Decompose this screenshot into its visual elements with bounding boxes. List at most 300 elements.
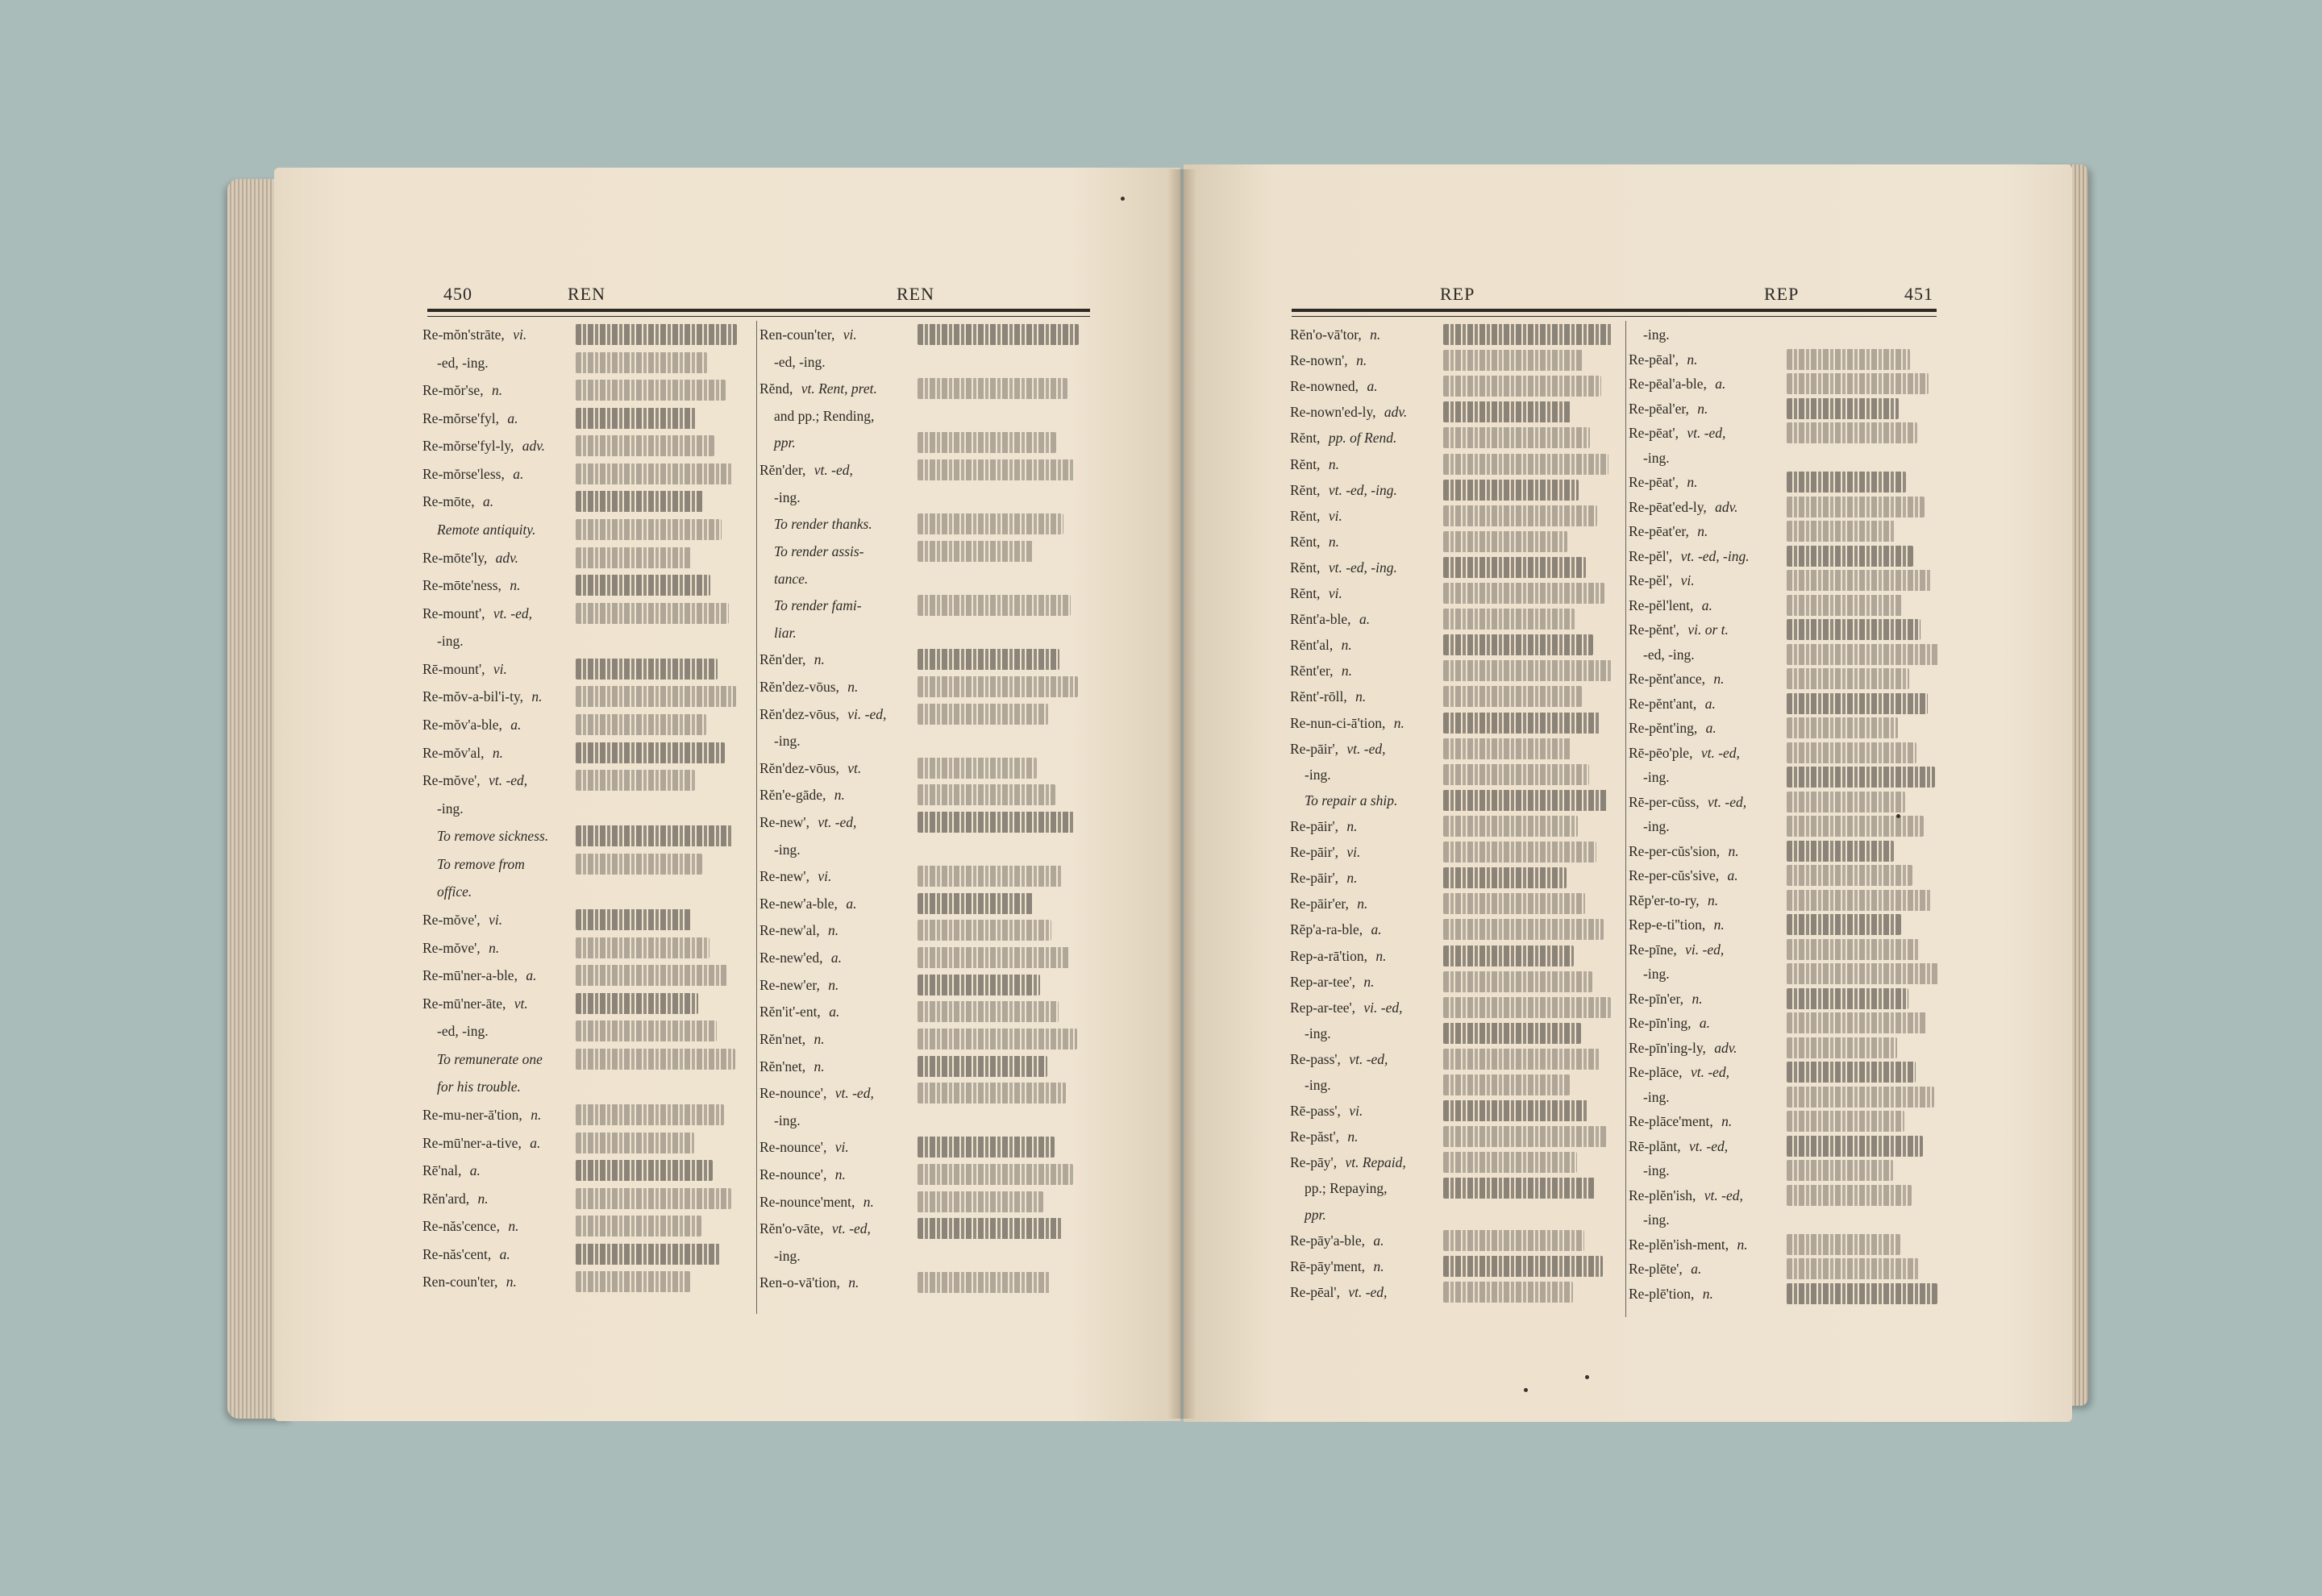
entry-term: Rĕnd, xyxy=(759,380,793,397)
japanese-gloss xyxy=(918,1083,1066,1103)
entry-term: -ing. xyxy=(774,489,801,505)
dictionary-entry xyxy=(422,409,518,427)
entry-pos: vi. xyxy=(1345,1103,1363,1119)
entry-term: To repair a ship. xyxy=(1305,792,1398,808)
japanese-gloss xyxy=(918,758,1037,779)
entry-term: Re-new'er, xyxy=(759,977,820,993)
entry-pos: n. xyxy=(489,745,504,761)
entry-term: Rĕn'e-gāde, xyxy=(759,787,826,803)
japanese-gloss xyxy=(1443,557,1586,578)
dictionary-entry xyxy=(1290,1179,1388,1197)
dictionary-entry xyxy=(759,650,825,668)
entry-term: Rĕnt'a-ble, xyxy=(1290,611,1351,627)
entry-pos: a. xyxy=(1701,696,1716,712)
japanese-gloss xyxy=(576,854,702,875)
entry-term: Re-per-cŭs'sive, xyxy=(1629,867,1720,883)
entry-term: Re-pēal'er, xyxy=(1629,401,1689,417)
dictionary-entry xyxy=(1629,1162,1670,1179)
entry-term: Rĕn'o-vā'tor, xyxy=(1290,326,1362,343)
dictionary-entry xyxy=(1290,1102,1363,1120)
dictionary-entry xyxy=(1629,768,1670,786)
entry-term: Re-pēal'a-ble, xyxy=(1629,376,1707,392)
japanese-gloss xyxy=(1787,841,1894,862)
dictionary-entry xyxy=(1290,947,1386,965)
entry-term: ppr. xyxy=(1305,1207,1326,1223)
entry-pos: vt. -ed, xyxy=(810,462,853,478)
dictionary-entry xyxy=(759,1247,801,1265)
entry-term: Re-mŏrse'less, xyxy=(422,466,505,482)
japanese-gloss xyxy=(1443,971,1592,992)
entry-term: Re-nounce', xyxy=(759,1139,827,1155)
entry-term: -ing. xyxy=(437,633,464,649)
japanese-gloss xyxy=(1787,1087,1934,1108)
entry-term: Rē-pass', xyxy=(1290,1103,1341,1119)
japanese-gloss xyxy=(1443,660,1612,681)
entry-term: Ren-coun'ter, xyxy=(759,326,835,343)
japanese-gloss xyxy=(1443,842,1596,862)
dictionary-entry xyxy=(759,407,874,425)
japanese-gloss xyxy=(1787,792,1905,813)
japanese-gloss xyxy=(1443,1023,1581,1044)
japanese-gloss xyxy=(1787,1062,1916,1083)
entry-term: Re-pĕl', xyxy=(1629,548,1673,564)
entry-pos: pp. of Rend. xyxy=(1325,430,1397,446)
dictionary-entry xyxy=(422,1245,510,1263)
entry-term: Re-mŏrse'fyl-ly, xyxy=(422,438,514,454)
entry-term: -ing. xyxy=(1643,1089,1670,1105)
dictionary-entry xyxy=(1629,596,1712,614)
entry-pos: n. xyxy=(1343,870,1358,886)
entry-pos: n. xyxy=(1338,637,1352,653)
japanese-gloss xyxy=(1443,1074,1570,1095)
dictionary-entry xyxy=(1290,1283,1387,1301)
entry-term: Re-pĕl', xyxy=(1629,572,1673,588)
entry-term: Re-nun-ci-ā'tion, xyxy=(1290,715,1386,731)
entry-term: To render fami- xyxy=(774,597,862,613)
dictionary-entry xyxy=(759,596,862,614)
entry-pos: n. xyxy=(1325,534,1339,550)
dictionary-entry xyxy=(422,1134,540,1152)
dictionary-entry xyxy=(1290,507,1342,525)
entry-term: Rĕp'a-ra-ble, xyxy=(1290,921,1363,937)
entry-term: -ing. xyxy=(1643,1212,1670,1228)
dictionary-entry xyxy=(1629,547,1750,565)
japanese-gloss xyxy=(1443,1049,1600,1070)
entry-pos: vi. xyxy=(485,912,503,928)
dictionary-entry xyxy=(759,624,797,642)
entry-term: Ren-coun'ter, xyxy=(422,1274,498,1290)
dictionary-entry xyxy=(1290,481,1397,499)
entry-pos: vt. xyxy=(510,995,528,1012)
entry-term: Re-new'ed, xyxy=(759,950,823,966)
entry-pos: a. xyxy=(1370,1232,1384,1249)
japanese-gloss xyxy=(1787,1283,1937,1304)
entry-pos: n. xyxy=(1693,523,1708,539)
entry-term: Re-mŏv-a-bil'i-ty, xyxy=(422,688,523,704)
japanese-gloss xyxy=(1443,1178,1596,1199)
dictionary-entry xyxy=(759,380,877,397)
left-header-left: REN xyxy=(568,284,605,304)
entry-term: ppr. xyxy=(774,434,796,451)
dictionary-entry xyxy=(1290,377,1378,395)
japanese-gloss xyxy=(1787,693,1928,714)
japanese-gloss xyxy=(1443,401,1571,422)
dictionary-entry xyxy=(422,1022,489,1040)
entry-pos: vi. xyxy=(1325,585,1342,601)
dictionary-entry xyxy=(1290,817,1358,835)
japanese-gloss xyxy=(1443,1230,1584,1251)
japanese-gloss xyxy=(918,1272,1051,1293)
entry-pos: vt. -ed, xyxy=(1345,1051,1388,1067)
entry-pos: a. xyxy=(825,1004,840,1020)
entry-term: Rĕp'er-to-ry, xyxy=(1629,892,1700,908)
entry-pos: vt. -ed, xyxy=(489,605,533,621)
dictionary-entry xyxy=(1629,1112,1732,1130)
entry-pos: vi. xyxy=(489,661,507,677)
entry-term: Re-mū'ner-āte, xyxy=(422,995,506,1012)
entry-term: -ing. xyxy=(1643,818,1670,834)
japanese-gloss xyxy=(918,595,1071,616)
entry-pos: vt. -ed, xyxy=(1687,1064,1730,1080)
right-header-left: REP xyxy=(1440,284,1475,304)
dictionary-entry xyxy=(1290,326,1380,343)
entry-pos: a. xyxy=(526,1135,541,1151)
entry-term: Re-pīn'ing, xyxy=(1629,1015,1692,1031)
entry-term: Rē'nal, xyxy=(422,1162,462,1178)
entry-term: -ing. xyxy=(774,1248,801,1264)
entry-pos: a. xyxy=(1367,921,1382,937)
entry-term: Rĕn'ard, xyxy=(422,1191,470,1207)
japanese-gloss xyxy=(576,435,714,456)
dictionary-entry xyxy=(422,1050,543,1068)
dictionary-entry xyxy=(1629,1063,1729,1081)
entry-term: Re-pīne, xyxy=(1629,941,1677,958)
japanese-gloss xyxy=(918,1056,1047,1077)
entry-term: Rĕn'net, xyxy=(759,1058,806,1074)
entry-pos: vt. -ed, xyxy=(485,772,528,788)
entry-pos: a. xyxy=(1724,867,1738,883)
entry-term: Re-pēal', xyxy=(1290,1284,1340,1300)
japanese-gloss xyxy=(576,742,725,763)
entry-pos: vt. -ed, xyxy=(1683,425,1726,441)
entry-pos: vt. Rent, pret. xyxy=(797,380,877,397)
japanese-gloss xyxy=(918,920,1051,941)
dictionary-entry xyxy=(759,895,856,912)
entry-term: liar. xyxy=(774,625,797,641)
entry-term: Re-mŏve', xyxy=(422,912,481,928)
japanese-gloss xyxy=(576,1020,717,1041)
dictionary-entry xyxy=(1629,892,1718,909)
entry-term: Rē-per-cŭss, xyxy=(1629,794,1700,810)
right-header-rule xyxy=(1292,309,1937,312)
dictionary-entry xyxy=(759,841,801,858)
dictionary-entry xyxy=(1290,1232,1384,1249)
entry-term: Re-păst', xyxy=(1290,1128,1339,1145)
dictionary-entry xyxy=(422,549,518,567)
dictionary-entry xyxy=(422,771,527,789)
dictionary-entry xyxy=(422,354,489,372)
japanese-gloss xyxy=(1443,1152,1577,1173)
japanese-gloss xyxy=(1787,767,1935,788)
dictionary-entry xyxy=(759,488,801,506)
ink-dot xyxy=(1524,1388,1528,1392)
entry-term: -ing. xyxy=(437,800,464,817)
dictionary-entry xyxy=(422,1273,517,1291)
dictionary-entry xyxy=(422,381,502,399)
japanese-gloss xyxy=(1443,713,1600,734)
japanese-gloss xyxy=(576,408,696,429)
entry-term: Re-pāy'a-ble, xyxy=(1290,1232,1366,1249)
dictionary-entry xyxy=(422,800,464,817)
entry-pos: n. xyxy=(1683,351,1698,368)
dictionary-entry xyxy=(422,576,520,594)
entry-term: Rē-pēo'ple, xyxy=(1629,745,1693,761)
japanese-gloss xyxy=(1443,350,1583,371)
japanese-gloss xyxy=(1443,324,1612,345)
entry-pos: adv. xyxy=(1710,1040,1737,1056)
dictionary-entry xyxy=(1629,1039,1737,1057)
japanese-gloss xyxy=(1787,1234,1900,1255)
japanese-gloss xyxy=(918,1137,1055,1158)
entry-pos: vt. -ed, xyxy=(1685,1138,1729,1154)
japanese-gloss xyxy=(1787,890,1931,911)
dictionary-entry xyxy=(422,966,536,984)
entry-pos: vt. -ed, xyxy=(1344,1284,1388,1300)
japanese-gloss xyxy=(576,519,722,540)
right-page-number: 451 xyxy=(1904,284,1933,304)
japanese-gloss xyxy=(576,491,703,512)
entry-pos: vt. -ed, xyxy=(828,1220,871,1236)
japanese-gloss xyxy=(918,893,1033,914)
entry-pos: a. xyxy=(506,717,522,733)
entry-term: Rĕn'der, xyxy=(759,462,806,478)
entry-term: Rĕnt, xyxy=(1290,508,1321,524)
dictionary-entry xyxy=(1290,455,1339,473)
japanese-gloss xyxy=(1787,1160,1893,1181)
entry-term: Re-new'al, xyxy=(759,922,820,938)
japanese-gloss xyxy=(576,825,732,846)
entry-term: Re-pīn'ing-ly, xyxy=(1629,1040,1706,1056)
dictionary-entry xyxy=(1290,1025,1331,1042)
entry-pos: n. xyxy=(1352,352,1367,368)
entry-pos: vi. or t. xyxy=(1683,621,1729,638)
dictionary-entry xyxy=(422,939,499,957)
entry-pos: vi. xyxy=(1325,508,1342,524)
dictionary-entry xyxy=(759,353,826,371)
dictionary-entry xyxy=(1629,941,1724,958)
dictionary-entry xyxy=(1629,916,1725,933)
entry-term: Re-plĕn'ish, xyxy=(1629,1187,1696,1203)
entry-term: Re-mŏr'se, xyxy=(422,382,484,398)
japanese-gloss xyxy=(576,1216,701,1236)
left-column-divider xyxy=(756,321,757,1314)
japanese-gloss xyxy=(1787,963,1938,984)
japanese-gloss xyxy=(1787,1111,1904,1132)
dictionary-entry xyxy=(759,867,831,885)
entry-pos: a. xyxy=(1363,378,1378,394)
japanese-gloss xyxy=(1787,939,1920,960)
japanese-gloss xyxy=(576,1160,713,1181)
dictionary-entry xyxy=(422,632,464,650)
entry-term: To remove from xyxy=(437,856,525,872)
entry-pos: n. xyxy=(1351,688,1367,704)
left-header-rule xyxy=(427,309,1090,312)
dictionary-entry xyxy=(1290,559,1397,576)
dictionary-entry xyxy=(1290,740,1386,758)
entry-term: Re-mŏve', xyxy=(422,940,481,956)
japanese-gloss xyxy=(918,1001,1059,1022)
ink-dot xyxy=(1896,814,1900,818)
dictionary-entry xyxy=(1629,695,1716,713)
entry-term: Rĕnt, xyxy=(1290,482,1321,498)
entry-pos: a. xyxy=(509,466,524,482)
entry-term: -ing. xyxy=(1305,767,1331,783)
japanese-gloss xyxy=(576,965,728,986)
entry-term: Re-năs'cence, xyxy=(422,1218,500,1234)
entry-pos: vt. -ed, -ing. xyxy=(1677,548,1750,564)
entry-pos: vt. -ed, xyxy=(831,1085,874,1101)
dictionary-entry xyxy=(422,1217,518,1235)
entry-term: Re-plēte', xyxy=(1629,1261,1683,1277)
japanese-gloss xyxy=(576,463,733,484)
entry-pos: n. xyxy=(824,977,839,993)
japanese-gloss xyxy=(1787,349,1910,370)
japanese-gloss xyxy=(918,378,1067,399)
entry-pos: n. xyxy=(1704,892,1719,908)
entry-term: Re-nounce', xyxy=(759,1166,827,1182)
japanese-gloss xyxy=(1443,427,1590,448)
japanese-gloss xyxy=(1443,505,1597,526)
entry-pos: n. xyxy=(1699,1286,1713,1302)
dictionary-entry xyxy=(422,1106,541,1124)
japanese-gloss xyxy=(1787,644,1939,665)
dictionary-entry xyxy=(759,542,864,560)
entry-pos: vi. xyxy=(831,1139,849,1155)
dictionary-entry xyxy=(1629,719,1717,737)
entry-term: Re-pāir'er, xyxy=(1290,896,1349,912)
right-column-divider xyxy=(1625,321,1626,1317)
japanese-gloss xyxy=(1443,1100,1588,1121)
entry-term: Re-mū'ner-a-ble, xyxy=(422,967,518,983)
entry-pos: a. xyxy=(466,1162,481,1178)
entry-pos: vi. xyxy=(1343,844,1361,860)
japanese-gloss xyxy=(1787,595,1902,616)
japanese-gloss xyxy=(918,324,1079,345)
entry-pos: n. xyxy=(474,1191,489,1207)
japanese-gloss xyxy=(1443,790,1608,811)
dictionary-entry xyxy=(1629,449,1670,467)
dictionary-entry xyxy=(1290,999,1403,1016)
entry-term: Rep-ar-tee', xyxy=(1290,974,1356,990)
book-gutter xyxy=(1167,169,1196,1419)
dictionary-entry xyxy=(759,1030,825,1048)
entry-pos: n. xyxy=(1709,671,1725,687)
entry-term: Rep-e-ti''tion, xyxy=(1629,916,1706,933)
japanese-gloss xyxy=(918,513,1063,534)
dictionary-entry xyxy=(1629,522,1708,540)
entry-term: Re-pĕnt', xyxy=(1629,621,1679,638)
dictionary-entry xyxy=(759,326,857,343)
japanese-gloss xyxy=(576,993,698,1014)
entry-pos: a. xyxy=(1702,720,1717,736)
entry-term: Re-mŏrse'fyl, xyxy=(422,410,500,426)
entry-term: Re-plĕn'ish-ment, xyxy=(1629,1236,1729,1253)
japanese-gloss xyxy=(576,1133,694,1153)
dictionary-entry xyxy=(1629,867,1738,884)
right-header-right: REP xyxy=(1764,284,1800,304)
entry-pos: n. xyxy=(1366,326,1381,343)
entry-pos: vt. -ed, xyxy=(1704,794,1747,810)
entry-term: Re-pĕl'lent, xyxy=(1629,597,1694,613)
japanese-gloss xyxy=(1787,816,1924,837)
entry-term: Rē-pāy'ment, xyxy=(1290,1258,1366,1274)
entry-pos: n. xyxy=(504,1218,519,1234)
japanese-gloss xyxy=(1443,454,1608,475)
dictionary-entry xyxy=(422,883,472,900)
entry-pos: a. xyxy=(496,1246,510,1262)
japanese-gloss xyxy=(1787,742,1916,763)
entry-term: Rĕnt, xyxy=(1290,585,1321,601)
japanese-gloss xyxy=(576,324,737,345)
entry-pos: n. xyxy=(830,787,845,803)
entry-pos: vi. xyxy=(1677,572,1695,588)
entry-term: Rē-mount', xyxy=(422,661,485,677)
entry-term: Re-pēat', xyxy=(1629,425,1679,441)
entry-pos: vt. -ed, xyxy=(1343,741,1386,757)
entry-term: Rĕn'o-vāte, xyxy=(759,1220,824,1236)
entry-term: Re-mōte'ness, xyxy=(422,577,501,593)
entry-term: -ing. xyxy=(1305,1077,1331,1093)
japanese-gloss xyxy=(918,1191,1043,1212)
entry-term: Re-pass', xyxy=(1290,1051,1341,1067)
entry-pos: vt. -ed, -ing. xyxy=(1325,482,1397,498)
dictionary-entry xyxy=(759,813,856,831)
dictionary-entry xyxy=(422,326,526,343)
japanese-gloss xyxy=(1787,521,1895,542)
entry-pos: n. xyxy=(1325,456,1339,472)
entry-term: Rĕn'dez-vōus, xyxy=(759,706,839,722)
entry-term: Rĕn'der, xyxy=(759,651,806,667)
entry-term: Re-plāce'ment, xyxy=(1629,1113,1713,1129)
japanese-gloss xyxy=(1443,686,1582,707)
entry-term: Re-nown'ed-ly, xyxy=(1290,404,1376,420)
japanese-gloss xyxy=(918,704,1048,725)
entry-pos: vi. -ed, xyxy=(1360,1000,1403,1016)
dictionary-entry xyxy=(1290,610,1370,628)
entry-pos: n. xyxy=(506,577,521,593)
entry-term: Re-pāir', xyxy=(1290,741,1339,757)
dictionary-entry xyxy=(1290,714,1404,732)
entry-term: Re-nounce'ment, xyxy=(759,1194,855,1210)
entry-pos: a. xyxy=(842,896,857,912)
entry-term: Re-pīn'er, xyxy=(1629,991,1684,1007)
dictionary-entry xyxy=(1290,1206,1326,1224)
dictionary-entry xyxy=(759,921,838,939)
entry-pos: vt. -ed, xyxy=(814,814,857,830)
dictionary-entry xyxy=(759,976,838,994)
entry-pos: n. xyxy=(1733,1236,1748,1253)
entry-term: -ed, -ing. xyxy=(437,1023,489,1039)
entry-term: Re-mount', xyxy=(422,605,485,621)
entry-term: Re-pĕnt'ant, xyxy=(1629,696,1697,712)
dictionary-entry xyxy=(1290,688,1366,705)
entry-term: Re-pĕnt'ing, xyxy=(1629,720,1698,736)
dictionary-entry xyxy=(1629,400,1708,418)
entry-pos: a. xyxy=(479,493,494,509)
dictionary-entry xyxy=(759,1193,874,1211)
japanese-gloss xyxy=(918,1164,1073,1185)
japanese-gloss xyxy=(918,1218,1062,1239)
